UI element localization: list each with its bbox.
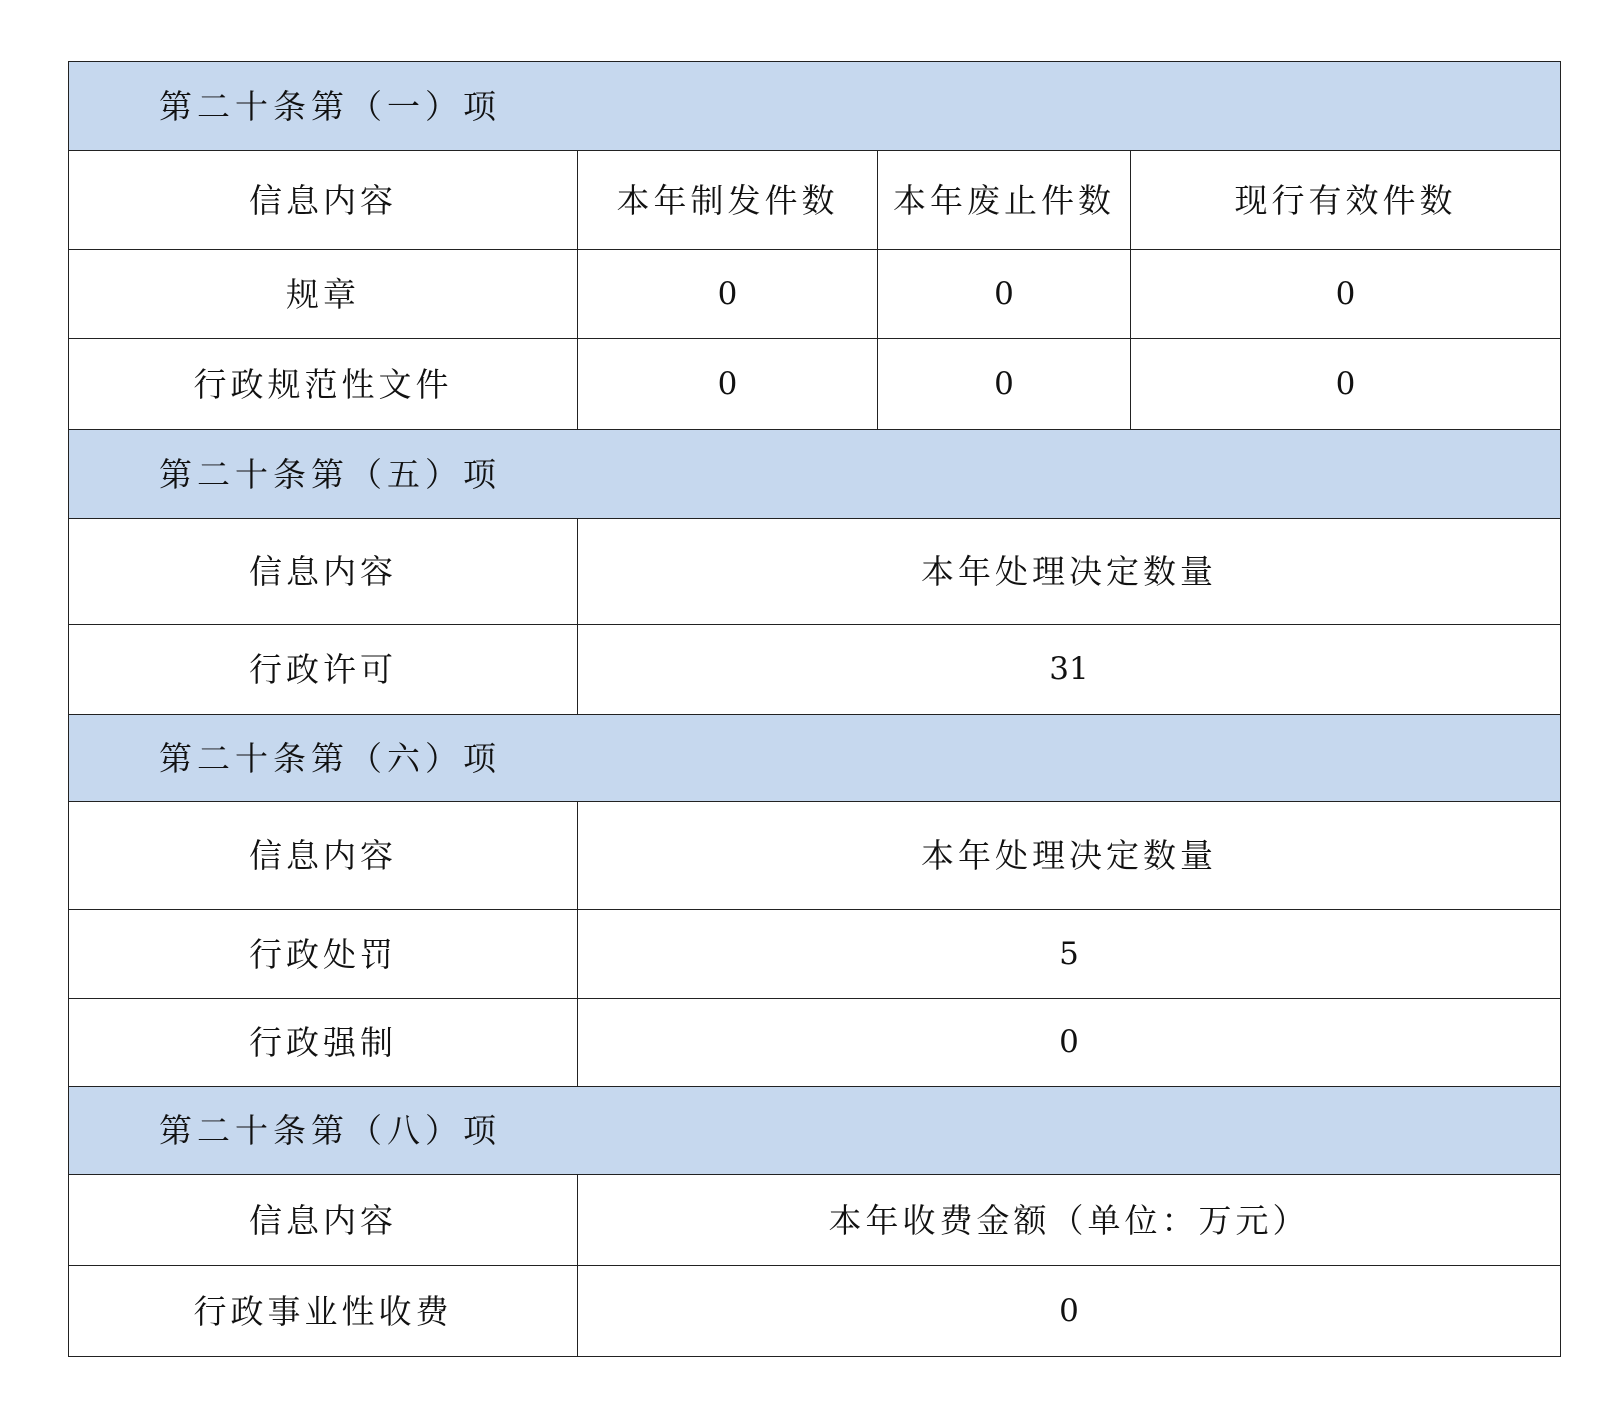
- cell-value: 0: [878, 339, 1131, 430]
- row-label: 行政事业性收费: [69, 1266, 578, 1357]
- row-label: 规章: [69, 250, 578, 339]
- section-title: 第二十条第（六）项: [69, 715, 1561, 802]
- table-row: [69, 339, 1561, 430]
- section-header-row: [69, 430, 1561, 519]
- column-header: 现行有效件数: [1131, 151, 1561, 250]
- row-label: 行政规范性文件: [69, 339, 578, 430]
- column-header: 信息内容: [69, 802, 578, 910]
- cell-value: 31: [578, 625, 1561, 715]
- column-header: 本年处理决定数量: [578, 519, 1561, 625]
- row-label: 行政处罚: [69, 910, 578, 999]
- table-row: [69, 999, 1561, 1087]
- cell-value: 0: [578, 1266, 1561, 1357]
- column-header-row: [69, 1175, 1561, 1266]
- section-header-row: [69, 1087, 1561, 1175]
- column-header: 信息内容: [69, 519, 578, 625]
- cell-value: 5: [578, 910, 1561, 999]
- section-title: 第二十条第（一）项: [69, 62, 1561, 151]
- cell-value: 0: [578, 339, 878, 430]
- column-header: 本年制发件数: [578, 151, 878, 250]
- cell-value: 0: [578, 999, 1561, 1087]
- table-row: [69, 910, 1561, 999]
- cell-value: 0: [878, 250, 1131, 339]
- table-row: [69, 250, 1561, 339]
- row-label: 行政许可: [69, 625, 578, 715]
- column-header: 本年收费金额（单位：万元）: [578, 1175, 1561, 1266]
- section-header-row: [69, 62, 1561, 151]
- row-label: 行政强制: [69, 999, 578, 1087]
- cell-value: 0: [1131, 339, 1561, 430]
- section-title: 第二十条第（五）项: [69, 430, 1561, 519]
- column-header: 本年废止件数: [878, 151, 1131, 250]
- column-header-row: [69, 519, 1561, 625]
- cell-value: 0: [1131, 250, 1561, 339]
- table-row: [69, 625, 1561, 715]
- cell-value: 0: [578, 250, 878, 339]
- column-header-row: [69, 802, 1561, 910]
- table-row: [69, 1266, 1561, 1357]
- section-title: 第二十条第（八）项: [69, 1087, 1561, 1175]
- section-header-row: [69, 715, 1561, 802]
- column-header: 信息内容: [69, 151, 578, 250]
- disclosure-table: [68, 61, 1561, 1357]
- column-header-row: [69, 151, 1561, 250]
- column-header: 本年处理决定数量: [578, 802, 1561, 910]
- column-header: 信息内容: [69, 1175, 578, 1266]
